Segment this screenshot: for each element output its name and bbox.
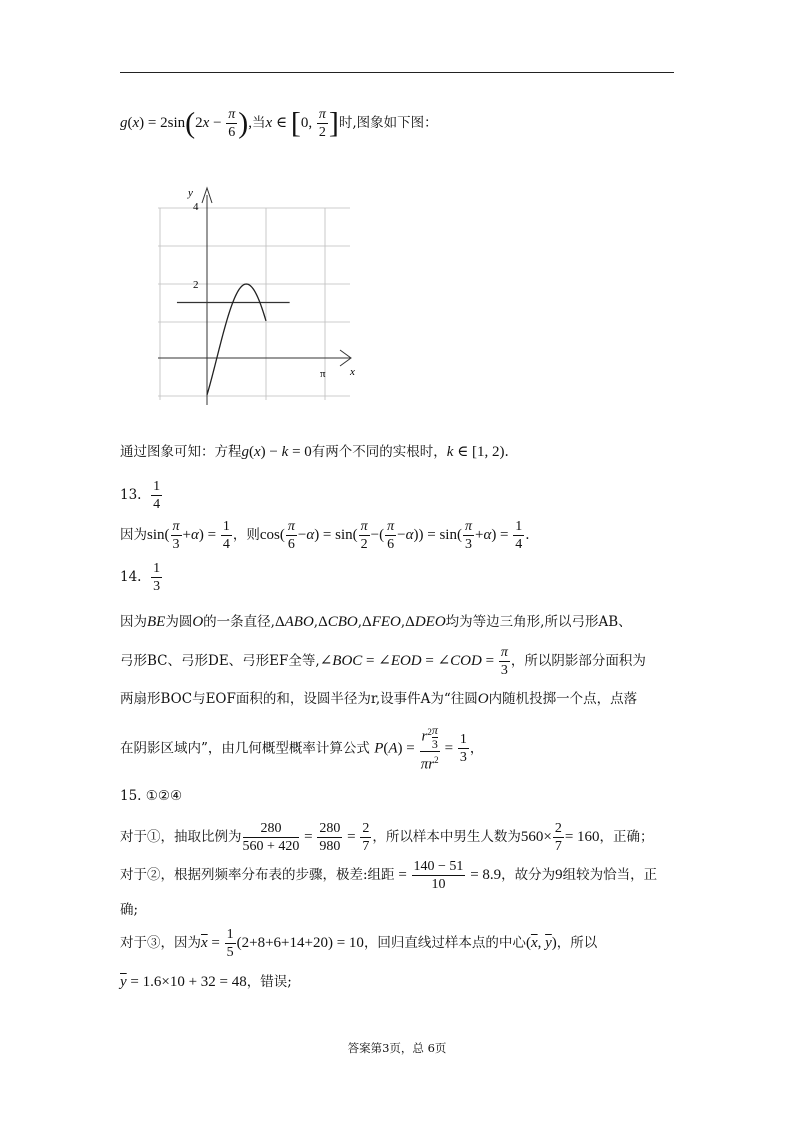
page-footer: 答案第3页，总 6页 xyxy=(347,1041,447,1055)
header-rule xyxy=(120,72,674,73)
q15-number: 15. xyxy=(120,788,142,804)
q14-answer-denominator: 3 xyxy=(153,579,161,594)
q14-answer xyxy=(120,560,163,595)
q15-statement-3-end: $\overline{y} = 1.6\times 10 + 32 = 48$，错误; xyxy=(120,974,292,990)
q14-paragraph-3: 两扇形BOC与EOF面积的和，设圆半径为r,设事件A为“往圆O内随机投掷一个点，点落 xyxy=(120,691,638,707)
when-text: 当 xyxy=(252,115,266,131)
g-definition-line: g(x) = 2sin(2x − $\frac{\pi}{6}$ ),当x ∈ [0, $\frac{\pi}{2}$ ]时,图象如下图： xyxy=(120,106,438,140)
q14-paragraph-4: 在阴影区域内”，由几何概型概率计算公式 P(A) = $r^2$ $\frac{\pi}{3}$ $\pi r^2$ = $\frac{1}{3}$ ， xyxy=(120,723,484,773)
q14-paragraph-4-text: 在阴影区域内”，由几何概型概率计算公式 xyxy=(120,740,370,757)
q15-answer xyxy=(120,788,182,804)
y-axis-label: y xyxy=(188,187,193,199)
q15-statement-1: 对于①，抽取比例为 $\frac{280}{560 + 420}$ = $\frac{280}{980}$ = $\frac{2}{7}$ ，所以样本中男生人数为560× $\frac{2}{7}$ = 160，正确； xyxy=(120,821,654,854)
q13-answer xyxy=(120,478,163,513)
x-tick-pi: π xyxy=(320,368,326,380)
q15-statement-2: 对于②，根据列频率分布表的步骤，极差:组距 = $\frac{140 - 51}{10}$ = 8.9，故分为9组较为恰当，正 xyxy=(120,859,658,892)
q14-paragraph-1: 因为BE为圆O的一条直径,ΔABO,ΔCBO,ΔFEO,ΔDEO均为等边三角形,所以弓形AB、 xyxy=(120,614,632,630)
q13-number: 13. xyxy=(120,487,142,503)
conclusion-text-1: 通过图象可知：方程 xyxy=(120,444,242,460)
q14-number: 14. xyxy=(120,569,142,585)
q13-answer-numerator: 1 xyxy=(153,479,161,494)
y-tick-2: 2 xyxy=(193,279,199,291)
q13-answer-denominator: 4 xyxy=(153,497,161,512)
q15-statement-3: 对于③，因为$\overline{x}$ = $\frac{1}{5}$ (2+8+6+14+20) = 10，回归直线过样本点的中心($\overline{x}$, $\overline{y}$)，所以 xyxy=(120,927,598,960)
q14-answer-numerator: 1 xyxy=(153,561,161,576)
sine-graph xyxy=(150,180,365,410)
x-axis-label: x xyxy=(350,366,355,378)
conclusion-line: 通过图象可知：方程g(x) − k = 0有两个不同的实根时，k ∈ [1, 2). xyxy=(120,444,509,460)
q14-paragraph-2: 弓形BC、弓形DE、弓形EF全等,∠BOC = ∠EOD = ∠COD = $\frac{\pi}{3}$ ，所以阴影部分面积为 xyxy=(120,645,646,678)
q15-statement-2-end-text: 确; xyxy=(120,902,139,918)
sine-curve xyxy=(207,284,266,395)
q15-answer-text: ①②④ xyxy=(145,788,183,804)
q13-solution: 因为sin( $\frac{\pi}{3}$ +α) = $\frac{1}{4}$ ，则cos( $\frac{\pi}{6}$ −α) = sin( $\frac{\pi}{2}$ −( $\frac{\pi}{6}$ −α)) = sin( $\frac{\pi}{3}$ +α) = $\frac{1}{4}$ . xyxy=(120,519,530,552)
q15-statement-2-end xyxy=(120,898,138,918)
y-tick-4: 4 xyxy=(193,201,199,213)
figure-caption-text: 时,图象如下图： xyxy=(338,115,438,131)
conclusion-text-2: 有两个不同的实根时， xyxy=(311,444,447,460)
